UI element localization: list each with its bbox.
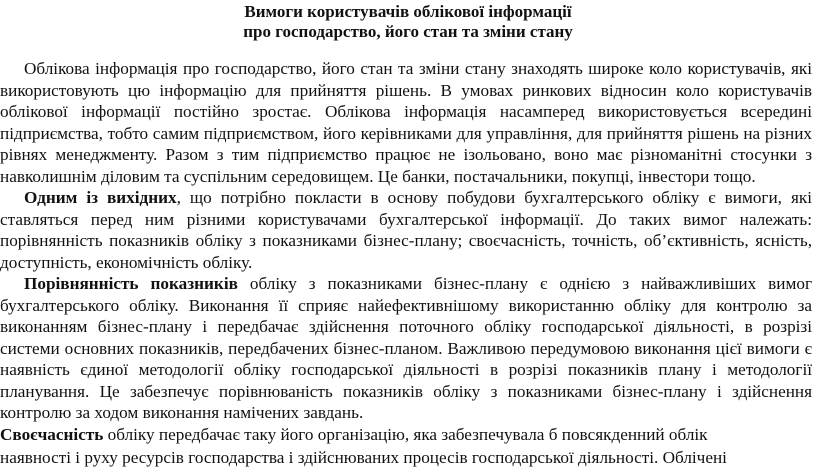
document-title-line-2: про господарство, його стан та зміни стану [243,22,573,41]
document-title-line-1: Вимоги користувачів облікової інформації [244,2,572,21]
paragraph-1-text: Облікова інформація про господарство, його стан та зміни стану знаходять широке коло користувачів, які використовують цю інформацію для прийняття рішень. В умовах ринкових відносин коло користувачів облікової інформації постійно зростає. Облікова інформація насамперед використовується всередині підприємства, тобто самим підприємством, його керівниками для управління, для прийняття рішень на різних рівнях менеджменту. Разом з тим підприємство працює не ізольовано, воно має різноманітні стосунки з навколишнім діловим та суспільним середовищем. Це банки, постачальники, покупці, інвестори тощо. [0,59,812,186]
paragraph-4-text: обліку передбачає таку його організацію, яка забезпечувала б повсякденний облік [103,424,708,444]
paragraph-3-text: обліку з показниками бізнес-плану є однією з найважливіших вимог бухгалтерського обліку. Виконання її сприяє найефективнішому використанню обліку для контролю за виконанням бізнес-плану і передбачає здійснення поточного обліку господарської діяльності, в розрізі системи основних показників, передбачених бізнес-планом. Важливою передумовою виконання цієї вимоги є наявність єдиної методології обліку господарської діяльності в розрізі показників плану і методології планування. Це забезпечує порівнюваність показників обліку з показниками бізнес-плану і здійснення контролю за ходом виконання намічених завдань. [0,274,812,422]
paragraph-2 [0,187,812,273]
paragraph-4 [0,424,812,446]
paragraph-1 [0,58,812,187]
paragraph-5 [0,445,812,471]
paragraph-4-bold: Своєчасність [0,424,104,444]
paragraph-3-bold: Порівнянність показників [24,274,238,293]
paragraph-2-bold: Одним із вихідних [24,188,177,207]
document-body [0,58,812,471]
paragraph-5-text: наявності і руху ресурсів господарства і здійснюваних процесів господарської діяльності. Облічені [0,448,727,467]
paragraph-3 [0,273,812,424]
paragraph-2-text: , що потрібно покласти в основу побудови бухгалтерського обліку є вимоги, які ставляться перед ним різними користувачами бухгалтерської інформації. До таких вимог належать: порівнянність показників обліку з показниками бізнес-плану; своєчасність, точність, об’єктивність, ясність, доступність, економічність обліку. [0,188,812,272]
